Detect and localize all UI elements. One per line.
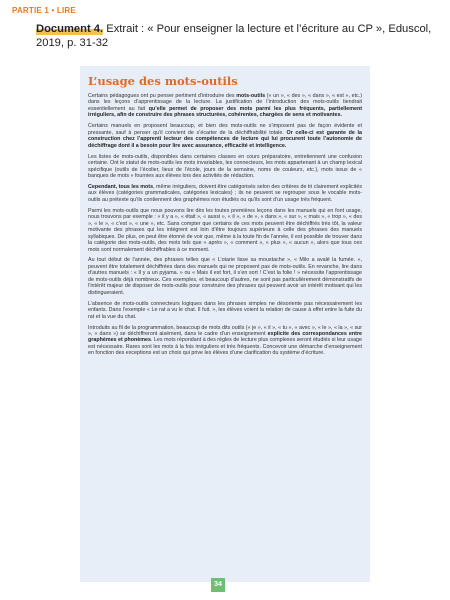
- part-label: PARTIE 1: [12, 6, 50, 15]
- excerpt-paragraph: [88, 184, 362, 203]
- document-label: Document 4.: [36, 23, 104, 35]
- excerpt-paragraph: [88, 325, 362, 357]
- excerpt-title: L’usage des mots-outils: [88, 74, 238, 88]
- excerpt-panel: [80, 66, 370, 582]
- text-run: L’absence de mots-outils connecteurs logiques dans les phrases simples ne désoriente pas nécessairement les enfants. Dans l’exemple « Le rat a vu le chat. Il fuit. », les élèves voient la relation de cause à effet entre la fuite du rat et la vue du chat.: [88, 300, 362, 320]
- excerpt-paragraph: [88, 257, 362, 296]
- section-label: LIRE: [56, 6, 76, 15]
- excerpt-paragraph: [88, 123, 362, 149]
- document-title: [36, 22, 441, 50]
- bold-run: explicite des correspondances entre graphèmes et phonèmes: [88, 331, 362, 344]
- bold-run: Or celle-ci est garante de la construction chez l’apprenti lecteur des compétences de lecture qui lui procurent toute l’autonomie de déchiffrage dont il a besoin pour lire avec assurance, efficacité et intelligence.: [88, 129, 362, 149]
- text-run: Les listes de mots-outils, disponibles dans certaines classes en cours préparatoire, entretiennent une confusion certaine. Ont le statut de mots-outils les mots invariables, les connecteurs, les mots appartenant à un champ lexical spécifique (outils de l’écolier, lieux de l’école, jours de la semaine, noms de couleurs, etc.), mots issus de « banques de mots » fournies aux élèves lors des activités de rédaction.: [88, 153, 362, 179]
- bullet-icon: •: [51, 6, 55, 15]
- excerpt-body: [88, 93, 362, 357]
- excerpt-paragraph: [88, 208, 362, 253]
- page-number: 34: [211, 578, 225, 592]
- text-run: Parmi les mots-outils que nous pouvons lire dès les toutes premières leçons dans les manuels qui en font usage, nous trouvons par exemple : « il y a », « était », « aussi », « il », « de », « dans », « sur », « mais », « trop », « des », « le », « c’est », « une », etc. Sans compter que certains de ces mots peuvent être déchiffrés très tôt, la valeur motivante des phrases qui les intègrent est loin d’être toujours supérieure à celle des phrases des manuels syllabiques. De plus, on peut être étonné de voir que, même à la toute fin de l’année, il est possible de trouver dans la catégorie des mots-outils, des mots tels que « après », « comment », « plus », « aucun », alors que tous ces mots sont normalement déchiffrables à ce moment.: [88, 207, 362, 253]
- text-run: . Les mots répondant à des règles de lecture plus complexes seront étudiés si leur usage est nécessaire. Rares sont les mots à la fois irréguliers et très fréquents. Concevoir une démarche d’enseignement en fonction des exceptions est un choix qui prive les élèves d’une clarification du système d’écriture.: [88, 337, 362, 357]
- excerpt-paragraph: [88, 93, 362, 119]
- text-run: (« un », « des », « dans », « est », etc.) dans les leçons d’apprentissage de la lecture. La justification de l’introduction des mots-outils tiendrait essentiellement au fait: [88, 93, 362, 112]
- part-header: [12, 6, 76, 15]
- text-run: , même irréguliers, doivent être catégorisés selon des critères de tri clairement explicités aux élèves (catégories grammaticales, catégories lexicales) ; ils ne peuvent se regrouper sous le vocable mots-outils au prétexte qu’ils contiennent des graphèmes non étudiés ou qu’ils sont d’un usage très fréquent.: [88, 183, 362, 203]
- text-run: Introduits au fil de la programmation, beaucoup de mots dits outils (« je », « il », « tu », « avec », « le », « la », « sur », « dans ») se déchiffreront aisément, dans le cadre d’un enseignement: [88, 324, 362, 337]
- text-run: Certains manuels en proposent beaucoup, et bien des mots-outils ne s’imposent pas de façon évidente et pressante, sauf à penser qu’il convient de s’écarter de la déchiffrabilité totale.: [88, 123, 362, 136]
- bold-run: qu’elle permet de proposer des mots parmi les plus fréquents, partiellement irréguliers, afin de construire des phrases structurées, cohérentes, chargées de sens et motivantes.: [88, 105, 362, 119]
- text-run: Certains pédagogues ont pu penser pertinent d’introduire des: [88, 93, 237, 99]
- excerpt-paragraph: [88, 154, 362, 180]
- excerpt-paragraph: [88, 301, 362, 320]
- bold-run: mots-outils: [236, 93, 266, 99]
- document-reference: Extrait : « Pour enseigner la lecture et l’écriture au CP », Eduscol, 2019, p. 31-32: [36, 23, 432, 49]
- bold-run: Cependant, tous les mots: [88, 183, 154, 190]
- text-run: Au tout début de l’année, des phrases telles que « L’otarie lisse sa moustache », « Milo a avalé la fumée. », peuvent être totalement déchiffrées dans des manuels qui ne proposent pas de mots-outils. En revanche, lire dans d’autres manuels : « Il y a un pyjama. » ou « Mais il est fort, il s’en sort ! C’est la folie ! » nécessite l’apprentissage de mots-outils déjà nombreux. Ces exemples, et beaucoup d’autres, ne sont pas particulièrement démonstratifs de l’intérêt majeur de disposer de mots-outils pour construire des phrases qui peuvent avoir un intérêt motivant qui les distingueraient.: [88, 257, 362, 296]
